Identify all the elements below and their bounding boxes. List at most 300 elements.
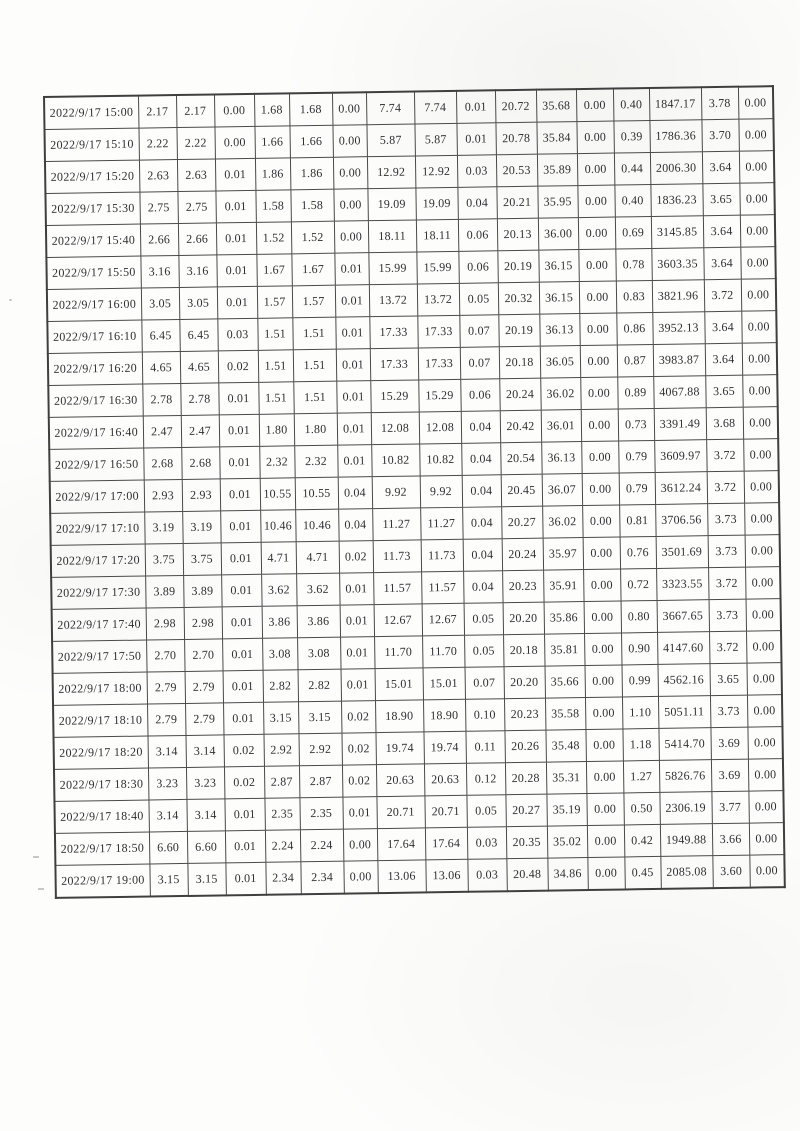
value-cell: 20.27: [501, 506, 542, 539]
value-cell: 36.15: [538, 250, 578, 283]
value-cell: 20.53: [496, 154, 537, 187]
value-cell: 3.15: [298, 701, 341, 734]
value-cell: 35.58: [545, 698, 585, 731]
value-cell: 2006.30: [650, 152, 702, 185]
value-cell: 4067.88: [653, 376, 705, 409]
value-cell: 0.01: [223, 702, 263, 735]
value-cell: 0.01: [337, 413, 371, 446]
value-cell: 3.08: [262, 638, 297, 671]
timestamp-cell: 2022/9/17 17:10: [50, 512, 144, 545]
value-cell: 0.05: [459, 283, 498, 316]
value-cell: 0.02: [341, 701, 375, 734]
value-cell: 2.22: [176, 127, 214, 160]
value-cell: 1.51: [257, 318, 292, 351]
value-cell: 2.82: [263, 670, 298, 703]
value-cell: 35.68: [536, 89, 576, 122]
value-cell: 17.64: [425, 827, 467, 860]
timestamp-cell: 2022/9/17 16:30: [48, 384, 142, 417]
value-cell: 20.13: [497, 218, 538, 251]
scan-mark: [38, 888, 44, 890]
value-cell: 2.70: [146, 639, 184, 672]
value-cell: 0.00: [748, 759, 783, 792]
value-cell: 3603.35: [651, 248, 703, 281]
value-cell: 3.23: [186, 767, 224, 800]
value-cell: 2.24: [265, 830, 300, 863]
value-cell: 2.63: [139, 160, 177, 193]
value-cell: 0.02: [224, 766, 264, 799]
value-cell: 6.60: [149, 831, 187, 864]
value-cell: 10.82: [419, 443, 461, 476]
value-cell: 11.73: [421, 539, 463, 572]
value-cell: 2.63: [177, 159, 215, 192]
value-cell: 3.15: [187, 863, 225, 896]
value-cell: 3.72: [709, 631, 746, 664]
value-cell: 2.93: [144, 479, 182, 512]
value-cell: 20.32: [498, 282, 539, 315]
value-cell: 20.19: [498, 314, 539, 347]
value-cell: 3.64: [704, 311, 741, 344]
value-cell: 17.64: [377, 828, 425, 861]
value-cell: 2.17: [138, 95, 176, 128]
value-cell: 36.02: [540, 378, 580, 411]
value-cell: 0.02: [218, 350, 258, 383]
value-cell: 1.86: [255, 158, 290, 191]
value-cell: 2.32: [259, 446, 294, 479]
value-cell: 0.00: [746, 599, 781, 632]
timestamp-cell: 2022/9/17 18:20: [54, 736, 148, 769]
value-cell: 0.04: [338, 477, 372, 510]
value-cell: 4147.60: [657, 632, 709, 665]
value-cell: 35.91: [543, 570, 583, 603]
value-cell: 0.40: [614, 184, 650, 217]
value-cell: 1.68: [254, 93, 289, 126]
value-cell: 3.73: [710, 695, 747, 728]
value-cell: 35.86: [544, 602, 584, 635]
timestamp-cell: 2022/9/17 18:50: [55, 832, 149, 865]
value-cell: 12.08: [371, 412, 419, 445]
value-cell: 0.03: [467, 859, 506, 892]
value-cell: 20.78: [495, 122, 536, 155]
value-cell: 3391.49: [654, 408, 706, 441]
value-cell: 20.28: [505, 762, 546, 795]
value-cell: 19.74: [375, 732, 423, 765]
timestamp-cell: 2022/9/17 17:50: [52, 640, 146, 673]
value-cell: 0.01: [225, 830, 265, 863]
value-cell: 20.48: [506, 858, 547, 891]
value-cell: 0.00: [738, 119, 773, 152]
value-cell: 0.42: [624, 824, 660, 857]
value-cell: 1.57: [257, 286, 292, 319]
value-cell: 0.00: [580, 377, 617, 410]
value-cell: 3323.55: [656, 568, 708, 601]
value-cell: 3821.96: [652, 280, 704, 313]
timestamp-cell: 2022/9/17 17:20: [51, 544, 145, 577]
value-cell: 10.46: [260, 510, 295, 543]
value-cell: 20.26: [504, 730, 545, 763]
value-cell: 3.60: [712, 855, 749, 888]
value-cell: 10.82: [371, 444, 419, 477]
value-cell: 0.04: [461, 443, 500, 476]
value-cell: 0.00: [343, 829, 377, 862]
value-cell: 0.80: [621, 600, 657, 633]
value-cell: 0.01: [222, 606, 262, 639]
value-cell: 4.65: [142, 351, 180, 384]
value-cell: 35.02: [547, 826, 587, 859]
value-cell: 2.75: [177, 191, 215, 224]
value-cell: 20.71: [424, 795, 466, 828]
value-cell: 20.45: [501, 474, 542, 507]
value-cell: 3.72: [707, 471, 744, 504]
value-cell: 18.11: [368, 220, 416, 253]
value-cell: 3.66: [712, 823, 749, 856]
value-cell: 3.08: [297, 637, 340, 670]
value-cell: 19.09: [367, 188, 415, 221]
value-cell: 0.00: [585, 665, 622, 698]
value-cell: 0.00: [739, 183, 774, 216]
value-cell: 0.00: [584, 633, 621, 666]
value-cell: 0.00: [576, 121, 613, 154]
value-cell: 20.42: [500, 410, 541, 443]
value-cell: 2.22: [138, 128, 176, 161]
value-cell: 2.32: [294, 445, 337, 478]
value-cell: 3.15: [263, 702, 298, 735]
value-cell: 0.00: [578, 217, 615, 250]
value-cell: 0.00: [586, 793, 623, 826]
value-cell: 0.44: [614, 153, 650, 186]
value-cell: 3952.13: [652, 312, 704, 345]
value-cell: 0.50: [623, 792, 659, 825]
value-cell: 0.01: [222, 638, 262, 671]
value-cell: 0.01: [215, 190, 255, 223]
value-cell: 2.34: [265, 862, 300, 895]
value-cell: 20.63: [376, 764, 424, 797]
timestamp-cell: 2022/9/17 17:30: [51, 576, 145, 609]
value-cell: 3.70: [701, 119, 738, 152]
value-cell: 0.04: [338, 509, 372, 542]
value-cell: 0.04: [462, 475, 501, 508]
value-cell: 0.10: [465, 699, 504, 732]
value-cell: 0.05: [464, 635, 503, 668]
value-cell: 20.23: [504, 698, 545, 731]
value-cell: 0.00: [585, 729, 622, 762]
value-cell: 2.87: [299, 765, 342, 798]
value-cell: 1.18: [622, 728, 658, 761]
value-cell: 0.00: [577, 153, 614, 186]
value-cell: 0.00: [333, 157, 367, 190]
value-cell: 0.83: [616, 280, 652, 313]
value-cell: 1.86: [290, 157, 333, 190]
value-cell: 0.00: [583, 569, 620, 602]
value-cell: 11.57: [421, 571, 463, 604]
value-cell: 3612.24: [655, 472, 707, 505]
value-cell: 0.01: [335, 317, 369, 350]
value-cell: 2.98: [184, 607, 222, 640]
value-cell: 35.97: [543, 538, 583, 571]
value-cell: 36.07: [542, 474, 582, 507]
value-cell: 18.90: [423, 699, 465, 732]
value-cell: 0.03: [467, 827, 506, 860]
value-cell: 20.71: [376, 796, 424, 829]
value-cell: 1.51: [293, 381, 336, 414]
value-cell: 1.57: [292, 285, 335, 318]
value-cell: 12.92: [367, 156, 415, 189]
value-cell: 0.39: [613, 121, 649, 154]
value-cell: 3.05: [141, 288, 179, 321]
value-cell: 2306.19: [659, 792, 711, 825]
value-cell: 2.87: [264, 766, 299, 799]
value-cell: 2.17: [176, 94, 214, 127]
value-cell: 17.33: [417, 315, 459, 348]
value-cell: 6.45: [179, 319, 217, 352]
value-cell: 2.79: [185, 703, 223, 736]
value-cell: 20.21: [496, 186, 537, 219]
value-cell: 0.00: [744, 471, 779, 504]
value-cell: 0.01: [334, 253, 368, 286]
value-cell: 3.14: [148, 735, 186, 768]
value-cell: 0.05: [466, 795, 505, 828]
value-cell: 0.00: [583, 537, 620, 570]
timestamp-cell: 2022/9/17 19:00: [55, 864, 149, 898]
value-cell: 19.09: [415, 187, 457, 220]
value-cell: 0.00: [747, 727, 782, 760]
value-cell: 9.92: [372, 476, 420, 509]
value-cell: 1.68: [289, 93, 332, 126]
value-cell: 0.01: [456, 123, 495, 156]
value-cell: 0.00: [334, 221, 368, 254]
value-cell: 15.29: [418, 379, 460, 412]
value-cell: 2.79: [147, 703, 185, 736]
value-cell: 4562.16: [658, 664, 710, 697]
value-cell: 5.87: [414, 123, 456, 156]
value-cell: 0.01: [341, 669, 375, 702]
value-cell: 3.65: [702, 183, 739, 216]
value-cell: 0.01: [216, 254, 256, 287]
value-cell: 0.00: [581, 409, 618, 442]
value-cell: 2.70: [184, 639, 222, 672]
value-cell: 5826.76: [659, 760, 711, 793]
value-cell: 11.27: [372, 508, 420, 541]
value-cell: 3.77: [711, 791, 748, 824]
value-cell: 7.74: [414, 91, 456, 124]
value-cell: 1.67: [256, 254, 291, 287]
value-cell: 0.00: [745, 567, 780, 600]
value-cell: 0.02: [341, 733, 375, 766]
value-cell: 0.00: [332, 125, 366, 158]
timestamp-cell: 2022/9/17 18:40: [54, 800, 148, 833]
value-cell: 0.40: [613, 88, 649, 121]
value-cell: 0.01: [224, 798, 264, 831]
value-cell: 0.00: [332, 92, 366, 125]
timestamp-cell: 2022/9/17 16:50: [49, 448, 143, 481]
value-cell: 35.89: [537, 154, 577, 187]
value-cell: 35.95: [537, 186, 577, 219]
value-cell: 2.79: [147, 671, 185, 704]
timestamp-cell: 2022/9/17 17:40: [52, 608, 146, 641]
value-cell: 3.72: [706, 439, 743, 472]
value-cell: 5051.11: [658, 696, 710, 729]
value-cell: 0.99: [622, 664, 658, 697]
value-cell: 2.79: [185, 671, 223, 704]
value-cell: 0.00: [749, 855, 784, 888]
value-cell: 3.69: [710, 727, 747, 760]
value-cell: 35.81: [544, 634, 584, 667]
value-cell: 11.70: [374, 636, 422, 669]
value-cell: 0.01: [342, 797, 376, 830]
data-table-container: [43, 85, 784, 899]
value-cell: 11.73: [373, 540, 421, 573]
value-cell: 0.05: [464, 603, 503, 636]
value-cell: 3.23: [148, 767, 186, 800]
value-cell: 2.47: [143, 415, 181, 448]
value-cell: 1.51: [258, 350, 293, 383]
value-cell: 36.13: [539, 314, 579, 347]
value-cell: 1.10: [622, 696, 658, 729]
value-cell: 0.07: [459, 315, 498, 348]
value-cell: 13.06: [377, 860, 425, 893]
value-cell: 20.20: [504, 666, 545, 699]
value-cell: 35.48: [545, 730, 585, 763]
value-cell: 0.00: [584, 601, 621, 634]
value-cell: 3.64: [703, 215, 740, 248]
timestamp-cell: 2022/9/17 16:40: [49, 416, 143, 449]
timestamp-cell: 2022/9/17 17:00: [50, 480, 144, 513]
value-cell: 3.14: [186, 799, 224, 832]
value-cell: 3.05: [179, 287, 217, 320]
value-cell: 0.00: [746, 663, 781, 696]
value-cell: 36.01: [541, 410, 581, 443]
value-cell: 0.06: [458, 251, 497, 284]
value-cell: 11.27: [420, 507, 462, 540]
value-cell: 3.86: [297, 605, 340, 638]
value-cell: 20.35: [506, 826, 547, 859]
value-cell: 0.00: [585, 697, 622, 730]
value-cell: 3.15: [149, 863, 187, 896]
value-cell: 2.82: [298, 669, 341, 702]
value-cell: 2.75: [139, 192, 177, 225]
value-cell: 0.07: [465, 667, 504, 700]
value-cell: 3.62: [261, 574, 296, 607]
value-cell: 0.00: [582, 505, 619, 538]
value-cell: 20.27: [505, 794, 546, 827]
timestamp-cell: 2022/9/17 15:30: [45, 192, 139, 225]
value-cell: 20.72: [495, 90, 536, 123]
value-cell: 3.64: [702, 151, 739, 184]
value-cell: 0.00: [576, 89, 613, 122]
value-cell: 2.92: [263, 734, 298, 767]
value-cell: 3.78: [701, 87, 738, 120]
value-cell: 0.01: [215, 158, 255, 191]
value-cell: 36.13: [541, 442, 581, 475]
value-cell: 2.34: [300, 861, 343, 894]
value-cell: 2.35: [264, 798, 299, 831]
value-cell: 17.33: [418, 347, 460, 380]
value-cell: 0.00: [748, 791, 783, 824]
value-cell: 0.90: [621, 632, 657, 665]
timestamp-cell: 2022/9/17 15:50: [46, 256, 140, 289]
value-cell: 0.00: [743, 439, 778, 472]
value-cell: 0.04: [463, 571, 502, 604]
value-cell: 3983.87: [653, 344, 705, 377]
value-cell: 0.00: [745, 535, 780, 568]
value-cell: 3.86: [262, 606, 297, 639]
value-cell: 0.01: [219, 446, 259, 479]
value-cell: 3.62: [296, 573, 339, 606]
value-cell: 36.02: [542, 506, 582, 539]
value-cell: 11.70: [422, 635, 464, 668]
value-cell: 18.11: [416, 219, 458, 252]
value-cell: 2.93: [182, 479, 220, 512]
value-cell: 34.86: [547, 858, 587, 891]
value-cell: 0.04: [457, 187, 496, 220]
value-cell: 1.27: [623, 760, 659, 793]
value-cell: 3501.69: [656, 536, 708, 569]
value-cell: 0.01: [220, 478, 260, 511]
value-cell: 35.66: [545, 666, 585, 699]
value-cell: 0.00: [746, 631, 781, 664]
value-cell: 0.12: [466, 763, 505, 796]
value-cell: 0.01: [336, 349, 370, 382]
value-cell: 3.69: [711, 759, 748, 792]
value-cell: 0.00: [749, 823, 784, 856]
value-cell: 2.92: [298, 733, 341, 766]
value-cell: 20.20: [503, 602, 544, 635]
timestamp-cell: 2022/9/17 18:00: [53, 672, 147, 705]
value-cell: 0.01: [216, 222, 256, 255]
value-cell: 4.65: [180, 351, 218, 384]
value-cell: 1.52: [291, 221, 334, 254]
value-cell: 0.00: [740, 247, 775, 280]
value-cell: 19.74: [423, 731, 465, 764]
timestamp-cell: 2022/9/17 15:40: [46, 224, 140, 257]
value-cell: 0.87: [617, 344, 653, 377]
value-cell: 17.33: [370, 348, 418, 381]
value-cell: 13.06: [425, 859, 467, 892]
value-cell: 0.00: [214, 126, 254, 159]
value-cell: 6.60: [187, 831, 225, 864]
value-cell: 2.68: [181, 447, 219, 480]
value-cell: 15.01: [375, 668, 423, 701]
value-cell: 15.01: [423, 667, 465, 700]
value-cell: 0.00: [742, 343, 777, 376]
value-cell: 1.80: [294, 413, 337, 446]
value-cell: 3145.85: [651, 216, 703, 249]
value-cell: 0.00: [579, 313, 616, 346]
scan-mark: [9, 299, 12, 301]
value-cell: 3.19: [182, 511, 220, 544]
value-cell: 20.19: [497, 250, 538, 283]
value-cell: 0.01: [223, 670, 263, 703]
value-cell: 0.01: [221, 542, 261, 575]
value-cell: 0.00: [578, 249, 615, 282]
value-cell: 2.35: [299, 797, 342, 830]
value-cell: 0.01: [219, 414, 259, 447]
value-cell: 0.00: [587, 825, 624, 858]
value-cell: 35.84: [536, 122, 576, 155]
value-cell: 36.05: [540, 346, 580, 379]
value-cell: 3609.97: [654, 440, 706, 473]
value-cell: 2.68: [143, 447, 181, 480]
timestamp-cell: 2022/9/17 18:10: [53, 704, 147, 737]
value-cell: 20.24: [502, 538, 543, 571]
value-cell: 0.00: [587, 857, 624, 890]
value-cell: 0.06: [458, 219, 497, 252]
value-cell: 0.00: [579, 281, 616, 314]
value-cell: 3667.65: [657, 600, 709, 633]
value-cell: 2085.08: [660, 856, 712, 889]
timestamp-cell: 2022/9/17 16:10: [47, 320, 141, 353]
value-cell: 1949.88: [660, 824, 712, 857]
value-cell: 0.86: [616, 312, 652, 345]
